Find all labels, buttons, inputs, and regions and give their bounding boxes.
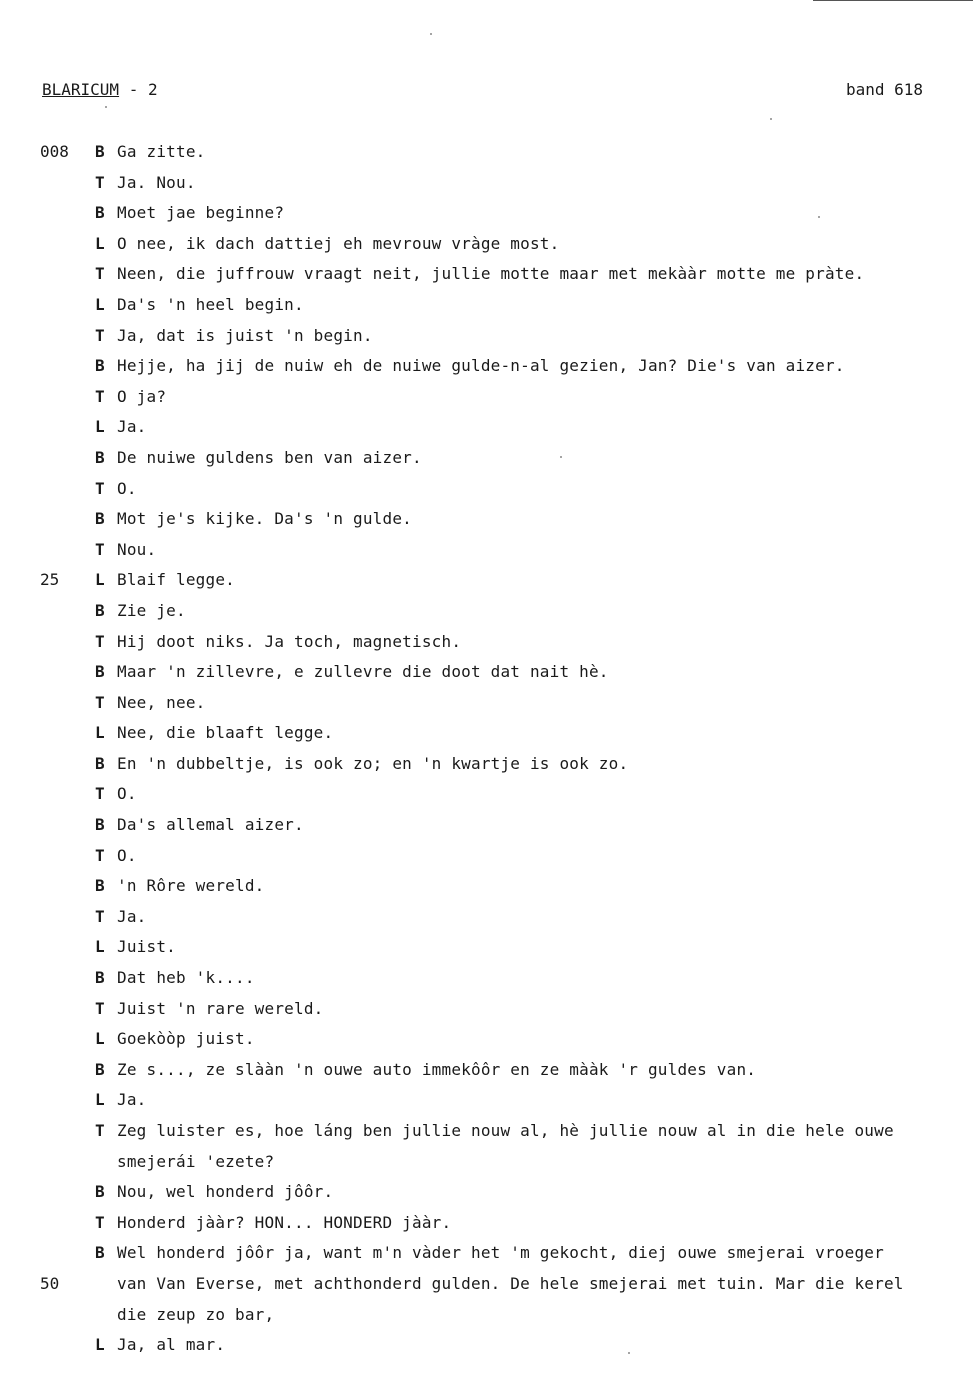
transcript-line xyxy=(0,1238,973,1269)
speaker-label: T xyxy=(95,478,105,498)
speaker-label: B xyxy=(95,1059,105,1079)
transcript-line xyxy=(0,1055,973,1086)
utterance-text: Nou. xyxy=(117,539,157,559)
speaker-label: B xyxy=(95,815,105,835)
top-rule xyxy=(813,0,973,1)
utterance-text: O. xyxy=(117,784,137,804)
speaker-label: B xyxy=(95,356,105,376)
speaker-label: L xyxy=(95,937,105,957)
speaker-label: B xyxy=(95,142,105,161)
document-header-left xyxy=(42,80,158,99)
utterance-text: Nee, nee. xyxy=(117,692,206,712)
transcript-line xyxy=(0,290,973,321)
speaker-label: T xyxy=(95,998,105,1018)
transcript-line xyxy=(0,1208,973,1239)
utterance-text: die zeup zo bar, xyxy=(117,1304,275,1324)
transcript-line xyxy=(0,779,973,810)
transcript-line xyxy=(0,841,973,872)
speaker-label: T xyxy=(95,1212,105,1232)
transcript-line xyxy=(0,229,973,260)
utterance-text: 'n Rôre wereld. xyxy=(117,876,265,896)
transcript-line xyxy=(0,627,973,658)
utterance-text: Maar 'n zillevre, e zullevre die doot dat nait hè. xyxy=(117,662,609,682)
speaker-label: T xyxy=(95,784,105,804)
transcript-line xyxy=(0,810,973,841)
utterance-text: De nuiwe guldens ben van aizer. xyxy=(117,447,422,467)
transcript-line xyxy=(0,443,973,474)
utterance-text: Goekòòp juist. xyxy=(117,1029,255,1049)
utterance-text: Ja, dat is juist 'n begin. xyxy=(117,325,373,345)
scan-speck xyxy=(628,1352,630,1354)
transcript-line xyxy=(0,1024,973,1055)
utterance-text: Ja. xyxy=(117,906,147,926)
transcript-line xyxy=(0,474,973,505)
utterance-text: Ja. xyxy=(117,417,147,437)
speaker-label: B xyxy=(95,509,105,529)
utterance-text: O nee, ik dach dattiej eh mevrouw vràge most. xyxy=(117,233,560,253)
utterance-text: Ze s..., ze slààn 'n ouwe auto immekôôr en ze mààk 'r guldes van. xyxy=(117,1059,757,1079)
speaker-label: T xyxy=(95,325,105,345)
transcript-line xyxy=(0,718,973,749)
page-number: - 2 xyxy=(128,80,158,99)
utterance-text: Moet jae beginne? xyxy=(117,203,285,223)
transcript-line xyxy=(0,871,973,902)
transcript-line xyxy=(0,535,973,566)
line-number: 008 xyxy=(40,142,69,161)
speaker-label: L xyxy=(95,1090,105,1110)
transcript-line xyxy=(0,1177,973,1208)
transcript-line xyxy=(0,137,973,168)
transcript-line xyxy=(0,688,973,719)
utterance-text: Dat heb 'k.... xyxy=(117,968,255,988)
utterance-text: Wel honderd jôôr ja, want m'n vàder het 'm gekocht, diej ouwe smejerai vroeger xyxy=(117,1243,884,1263)
utterance-text: Mot je's kijke. Da's 'n gulde. xyxy=(117,509,412,529)
scan-speck xyxy=(430,33,432,35)
utterance-text: smejerái 'ezete? xyxy=(117,1151,275,1171)
speaker-label: B xyxy=(95,968,105,988)
line-number: 50 xyxy=(40,1273,60,1293)
transcript-line xyxy=(0,259,973,290)
utterance-text: Da's allemal aizer. xyxy=(117,815,304,835)
scan-speck xyxy=(770,118,772,120)
speaker-label: T xyxy=(95,631,105,651)
utterance-text: Honderd jààr? HON... HONDERD jààr. xyxy=(117,1212,452,1232)
transcript-body xyxy=(0,137,973,1361)
transcript-line xyxy=(0,657,973,688)
transcript-line xyxy=(0,994,973,1025)
utterance-text: Neen, die juffrouw vraagt neit, jullie motte maar met mekààr motte me pràte. xyxy=(117,264,865,284)
transcript-line xyxy=(0,321,973,352)
speaker-label: T xyxy=(95,692,105,712)
utterance-text: Ja. xyxy=(117,1090,147,1110)
utterance-text: O ja? xyxy=(117,386,167,406)
utterance-text: O. xyxy=(117,478,137,498)
speaker-label: L xyxy=(95,233,105,253)
transcript-line xyxy=(0,902,973,933)
document-title: BLARICUM xyxy=(42,80,120,99)
utterance-text: Nee, die blaaft legge. xyxy=(117,723,334,743)
transcript-line xyxy=(0,932,973,963)
scan-speck xyxy=(818,216,820,218)
speaker-label: L xyxy=(95,570,105,590)
speaker-label: B xyxy=(95,753,105,773)
speaker-label: L xyxy=(95,723,105,743)
scan-speck xyxy=(105,106,107,108)
utterance-text: Ja. Nou. xyxy=(117,172,196,192)
speaker-label: L xyxy=(95,294,105,314)
utterance-text: Zeg luister es, hoe láng ben jullie nouw al, hè jullie nouw al in die hele ouwe xyxy=(117,1121,894,1140)
transcript-line xyxy=(0,1300,973,1331)
utterance-text: Ga zitte. xyxy=(117,142,206,161)
speaker-label: L xyxy=(95,1335,105,1355)
speaker-label: T xyxy=(95,1121,105,1140)
line-number: 25 xyxy=(40,570,60,590)
transcript-line xyxy=(0,1147,973,1178)
speaker-label: T xyxy=(95,539,105,559)
speaker-label: T xyxy=(95,264,105,284)
transcript-line xyxy=(0,596,973,627)
speaker-label: T xyxy=(95,845,105,865)
utterance-text: Blaif legge. xyxy=(117,570,235,590)
speaker-label: T xyxy=(95,906,105,926)
utterance-text: Hejje, ha jij de nuiw eh de nuiwe gulde-n-al gezien, Jan? Die's van aizer. xyxy=(117,356,845,376)
speaker-label: B xyxy=(95,1243,105,1263)
tape-label: band 618 xyxy=(845,80,923,99)
transcript-line xyxy=(0,351,973,382)
scan-speck xyxy=(560,456,562,458)
transcript-line xyxy=(0,1116,973,1147)
speaker-label: B xyxy=(95,1182,105,1202)
transcript-line xyxy=(0,382,973,413)
speaker-label: B xyxy=(95,876,105,896)
transcript-line xyxy=(0,1269,973,1300)
speaker-label: B xyxy=(95,662,105,682)
speaker-label: B xyxy=(95,203,105,223)
speaker-label: L xyxy=(95,1029,105,1049)
utterance-text: Nou, wel honderd jôôr. xyxy=(117,1182,334,1202)
transcript-line xyxy=(0,504,973,535)
utterance-text: Da's 'n heel begin. xyxy=(117,294,304,314)
speaker-label: B xyxy=(95,600,105,620)
utterance-text: En 'n dubbeltje, is ook zo; en 'n kwartje is ook zo. xyxy=(117,753,629,773)
transcript-line xyxy=(0,963,973,994)
utterance-text: Zie je. xyxy=(117,600,186,620)
transcript-line xyxy=(0,1085,973,1116)
utterance-text: Juist. xyxy=(117,937,176,957)
utterance-text: Juist 'n rare wereld. xyxy=(117,998,324,1018)
utterance-text: Hij doot niks. Ja toch, magnetisch. xyxy=(117,631,462,651)
transcript-line xyxy=(0,749,973,780)
transcript-line xyxy=(0,198,973,229)
utterance-text: van Van Everse, met achthonderd gulden. De hele smejerai met tuin. Mar die kerel xyxy=(117,1273,904,1293)
transcript-line xyxy=(0,412,973,443)
speaker-label: L xyxy=(95,417,105,437)
transcript-line xyxy=(0,1330,973,1361)
transcript-line xyxy=(0,565,973,596)
utterance-text: Ja, al mar. xyxy=(117,1335,226,1355)
speaker-label: T xyxy=(95,172,105,192)
speaker-label: B xyxy=(95,447,105,467)
utterance-text: O. xyxy=(117,845,137,865)
speaker-label: T xyxy=(95,386,105,406)
transcript-line xyxy=(0,168,973,199)
